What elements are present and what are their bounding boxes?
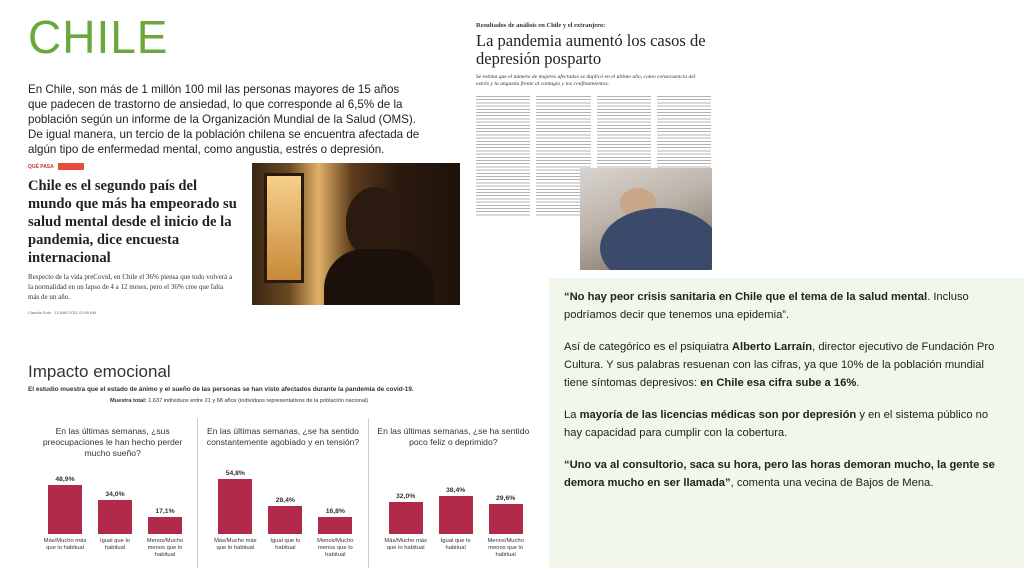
blanket-shape — [600, 208, 712, 270]
panel-question: En las últimas semanas, ¿se ha sentido poco feliz o deprimido? — [377, 426, 530, 447]
clipping-headline: La pandemia aumentó los casos de depresión posparto — [476, 31, 706, 68]
news-clipping-right — [470, 18, 713, 272]
bar-value-label: 34,0% — [105, 491, 125, 498]
chart-title: Impacto emocional — [28, 362, 171, 381]
quote-text: La — [564, 409, 580, 421]
bar — [98, 500, 132, 534]
quote-bold: Alberto Larraín — [731, 341, 813, 353]
bar-category-label: Más/Mucho más que lo habitual — [43, 538, 87, 551]
quote-bold: “No hay peor crisis sanitaria en Chile que el tema de la salud mental — [564, 291, 928, 303]
clipping-lead: Respecto de la vida preCovid, en Chile el 36% piensa que todo volverá a la normalidad en un lapso de 4 a 12 meses, pero el 36% cree que falta más de un año. — [28, 273, 233, 301]
bar-category-label: Menos/Mucho menos que lo habitual — [146, 538, 184, 558]
bar — [218, 479, 252, 534]
quote-bold: mayoría de las licencias médicas son por depresión — [579, 409, 857, 421]
bar — [318, 517, 352, 534]
bar-category-label: Igual que lo habitual — [100, 538, 130, 551]
silhouette-head — [346, 187, 404, 257]
section-tag: QUÉ PASA — [28, 164, 54, 170]
clipping-kicker: Resultados de análisis en Chile y el extranjero: — [476, 22, 606, 29]
woman-window-photo — [252, 163, 460, 305]
chart-subtitle: El estudio muestra que el estado de ánimo y el sueño de las personas se han visto afectados durante la pandemia de covid-19. — [28, 386, 414, 393]
bar-value-label: 54,8% — [225, 470, 245, 478]
sample-text: 1.637 individuos entre 21 y 68 años (individuos representativos de la población nacional) — [148, 398, 369, 404]
bar-value-label: 32,0% — [396, 493, 416, 500]
window-shape — [264, 173, 304, 283]
bar — [48, 485, 82, 534]
bar-value-label: 48,9% — [55, 476, 75, 484]
chart-panel-1 — [28, 418, 198, 568]
panel-question: En las últimas semanas, ¿se ha sentido constantemente agobiado y en tensión? — [206, 426, 360, 447]
quote-text: . — [856, 377, 860, 389]
bar — [489, 504, 523, 534]
bar-value-label: 16,8% — [325, 508, 345, 516]
quote-text: . Incluso podríamos decir que tenemos una epidemia”. — [564, 291, 969, 321]
sample-label: Muestra total: — [110, 398, 147, 404]
quote-text: , comenta una vecina de Bajos de Mena. — [730, 477, 934, 489]
impact-infographic — [28, 362, 538, 572]
bar-category-label: Menos/Mucho menos que lo habitual — [487, 538, 524, 558]
bar-value-label: 17,1% — [155, 507, 175, 515]
quote-paragraph-2 — [564, 338, 1006, 392]
quote-text: , director ejecutivo de Fundación Pro Cultura. Y sus palabras resuenan con las cifras, ya que 10% de la población mundial tiene síntomas depresivos: — [564, 341, 995, 389]
panel-question: En las últimas semanas, ¿sus preocupaciones le han hecho perder mucho sueño? — [42, 426, 183, 458]
bar-value-label: 38,4% — [446, 486, 466, 494]
bar — [389, 502, 423, 534]
clipping-meta: Claudia Soto · 13 ABR 2021 03:59 AM — [28, 310, 97, 315]
chart-panel-2 — [198, 418, 368, 568]
silhouette-body — [324, 249, 434, 305]
quote-bold: en Chile esa cifra sube a 16% — [700, 377, 857, 389]
clipping-headline: Chile es el segundo país del mundo que más ha empeorado su salud mental desde el inicio de la pandemia, dice encuesta internacional — [28, 178, 237, 266]
news-clipping-left — [28, 162, 463, 322]
bar-value-label: 29,6% — [496, 495, 516, 503]
bar-value-label: 28,4% — [275, 496, 295, 504]
quote-box — [549, 278, 1024, 568]
bar-category-label: Más/Mucho más que lo habitual — [384, 538, 427, 551]
quote-paragraph-1 — [564, 288, 1006, 324]
bar-category-label: Menos/Mucho menos que lo habitual — [317, 538, 354, 558]
chart-sample — [28, 398, 538, 404]
chart-panel-3 — [369, 418, 538, 568]
quote-paragraph-4 — [564, 456, 1006, 492]
chart-panels — [28, 418, 538, 568]
clipping-subhead: Se estima que el número de mujeres afectadas se duplicó en el último año, como consecuencia del estrés y la angustia frente al contagio y los confinamientos. — [476, 74, 696, 88]
intro-paragraph: En Chile, son más de 1 millón 100 mil las personas mayores de 15 años que padecen de trastorno de ansiedad, lo que corresponde al 6,5% de la población según un informe de la Organización Mundial de la Salud (OMS). De igual manera, un tercio de la población chilena se encuentra afectada de algún tipo de enfermedad mental, como angustia, estrés o depresión. — [28, 83, 420, 156]
bar-category-label: Igual que lo habitual — [270, 538, 301, 551]
bar-category-label: Igual que lo habitual — [440, 538, 471, 551]
bar-category-label: Más/Mucho más que lo habitual — [214, 538, 257, 551]
text-column — [476, 96, 530, 216]
bar — [439, 496, 473, 534]
bar-area — [42, 474, 183, 534]
quote-text: y en el sistema público no hay capacidad para cumplir con la cobertura. — [564, 409, 989, 439]
bar-area — [383, 474, 524, 534]
quote-bold: “Uno va al consultorio, saca su hora, pero las horas demoran mucho, la gente se demora mucho en ser llamada” — [564, 459, 995, 489]
bar-area — [212, 470, 353, 534]
section-badge — [58, 163, 84, 170]
bar — [268, 506, 302, 534]
quote-text: Así de categórico es el psiquiatra — [564, 341, 732, 353]
quote-paragraph-3 — [564, 406, 1006, 442]
page-title: CHILE — [28, 11, 169, 63]
mother-photo — [580, 168, 712, 270]
bar — [148, 517, 182, 534]
